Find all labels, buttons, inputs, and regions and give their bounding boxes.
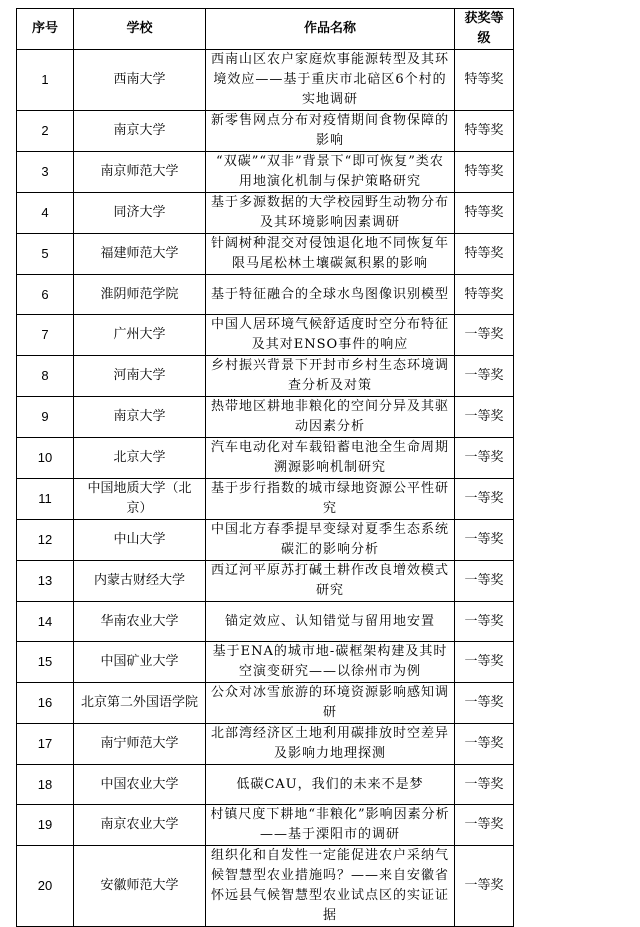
table-row — [17, 275, 514, 315]
table-row — [17, 111, 514, 152]
award-cell: 一等奖 — [455, 846, 514, 927]
award-cell: 一等奖 — [455, 765, 514, 805]
table-row — [17, 724, 514, 765]
row-number: 18 — [17, 765, 74, 805]
table-row — [17, 479, 514, 520]
title-cell: 汽车电动化对车载铅蓄电池全生命周期溯源影响机制研究 — [206, 438, 455, 479]
award-cell: 一等奖 — [455, 683, 514, 724]
school-cell: 安徽师范大学 — [74, 846, 206, 927]
row-number: 12 — [17, 520, 74, 561]
row-number: 8 — [17, 356, 74, 397]
title-cell: 西南山区农户家庭炊事能源转型及其环境效应——基于重庆市北碚区6个村的实地调研 — [206, 50, 455, 111]
award-cell: 一等奖 — [455, 724, 514, 765]
header-row — [17, 9, 514, 50]
award-cell: 特等奖 — [455, 275, 514, 315]
row-number: 5 — [17, 234, 74, 275]
school-cell: 南京农业大学 — [74, 805, 206, 846]
title-cell: 基于ENA的城市地-碳框架构建及其时空演变研究——以徐州市为例 — [206, 642, 455, 683]
table-row — [17, 152, 514, 193]
header-title: 作品名称 — [206, 9, 455, 50]
school-cell: 南京大学 — [74, 111, 206, 152]
row-number: 3 — [17, 152, 74, 193]
school-cell: 南京大学 — [74, 397, 206, 438]
school-cell: 内蒙古财经大学 — [74, 561, 206, 602]
row-number: 11 — [17, 479, 74, 520]
row-number: 19 — [17, 805, 74, 846]
award-cell: 一等奖 — [455, 805, 514, 846]
header-no: 序号 — [17, 9, 74, 50]
award-cell: 一等奖 — [455, 602, 514, 642]
award-cell: 特等奖 — [455, 234, 514, 275]
school-cell: 河南大学 — [74, 356, 206, 397]
title-cell: 基于多源数据的大学校园野生动物分布及其环境影响因素调研 — [206, 193, 455, 234]
award-cell: 特等奖 — [455, 111, 514, 152]
table-row — [17, 193, 514, 234]
title-cell: 针阔树种混交对侵蚀退化地不同恢复年限马尾松林土壤碳氮积累的影响 — [206, 234, 455, 275]
school-cell: 华南农业大学 — [74, 602, 206, 642]
school-cell: 中国地质大学（北京） — [74, 479, 206, 520]
row-number: 20 — [17, 846, 74, 927]
title-cell: 村镇尺度下耕地“非粮化”影响因素分析——基于溧阳市的调研 — [206, 805, 455, 846]
title-cell: 中国人居环境气候舒适度时空分布特征及其对ENSO事件的响应 — [206, 315, 455, 356]
row-number: 13 — [17, 561, 74, 602]
row-number: 17 — [17, 724, 74, 765]
row-number: 4 — [17, 193, 74, 234]
title-cell: 北部湾经济区土地利用碳排放时空差异及影响力地理探测 — [206, 724, 455, 765]
school-cell: 中国矿业大学 — [74, 642, 206, 683]
table-row — [17, 602, 514, 642]
award-cell: 一等奖 — [455, 642, 514, 683]
award-cell: 一等奖 — [455, 397, 514, 438]
school-cell: 南宁师范大学 — [74, 724, 206, 765]
title-cell: 低碳CAU，我们的未来不是梦 — [206, 765, 455, 805]
title-cell: 公众对冰雪旅游的环境资源影响感知调研 — [206, 683, 455, 724]
table-row — [17, 683, 514, 724]
title-cell: 基于步行指数的城市绿地资源公平性研究 — [206, 479, 455, 520]
table-row — [17, 561, 514, 602]
title-cell: 热带地区耕地非粮化的空间分异及其驱动因素分析 — [206, 397, 455, 438]
school-cell: 南京师范大学 — [74, 152, 206, 193]
row-number: 7 — [17, 315, 74, 356]
table-row — [17, 642, 514, 683]
table-row — [17, 846, 514, 927]
header-award: 获奖等级 — [455, 9, 514, 50]
school-cell: 北京第二外国语学院 — [74, 683, 206, 724]
table-row — [17, 315, 514, 356]
table-row — [17, 805, 514, 846]
table-row — [17, 234, 514, 275]
school-cell: 西南大学 — [74, 50, 206, 111]
school-cell: 淮阴师范学院 — [74, 275, 206, 315]
award-cell: 一等奖 — [455, 438, 514, 479]
award-cell: 一等奖 — [455, 356, 514, 397]
row-number: 1 — [17, 50, 74, 111]
title-cell: “双碳”“双非”背景下“即可恢复”类农用地演化机制与保护策略研究 — [206, 152, 455, 193]
award-cell: 一等奖 — [455, 479, 514, 520]
header-school: 学校 — [74, 9, 206, 50]
title-cell: 乡村振兴背景下开封市乡村生态环境调查分析及对策 — [206, 356, 455, 397]
award-cell: 一等奖 — [455, 561, 514, 602]
award-cell: 一等奖 — [455, 520, 514, 561]
row-number: 16 — [17, 683, 74, 724]
award-cell: 特等奖 — [455, 152, 514, 193]
school-cell: 福建师范大学 — [74, 234, 206, 275]
award-cell: 特等奖 — [455, 193, 514, 234]
table-row — [17, 50, 514, 111]
table-row — [17, 520, 514, 561]
school-cell: 中国农业大学 — [74, 765, 206, 805]
row-number: 6 — [17, 275, 74, 315]
title-cell: 组织化和自发性一定能促进农户采纳气候智慧型农业措施吗？——来自安徽省怀远县气候智慧型农业试点区的实证证据 — [206, 846, 455, 927]
title-cell: 基于特征融合的全球水鸟图像识别模型 — [206, 275, 455, 315]
school-cell: 广州大学 — [74, 315, 206, 356]
award-cell: 特等奖 — [455, 50, 514, 111]
table-row — [17, 438, 514, 479]
title-cell: 锚定效应、认知错觉与留用地安置 — [206, 602, 455, 642]
award-cell: 一等奖 — [455, 315, 514, 356]
row-number: 9 — [17, 397, 74, 438]
table-row — [17, 356, 514, 397]
title-cell: 新零售网点分布对疫情期间食物保障的影响 — [206, 111, 455, 152]
row-number: 2 — [17, 111, 74, 152]
row-number: 10 — [17, 438, 74, 479]
school-cell: 北京大学 — [74, 438, 206, 479]
awards-table — [16, 8, 514, 927]
table-row — [17, 397, 514, 438]
table-row — [17, 765, 514, 805]
title-cell: 中国北方春季提早变绿对夏季生态系统碳汇的影响分析 — [206, 520, 455, 561]
row-number: 14 — [17, 602, 74, 642]
school-cell: 同济大学 — [74, 193, 206, 234]
row-number: 15 — [17, 642, 74, 683]
title-cell: 西辽河平原苏打碱土耕作改良增效模式研究 — [206, 561, 455, 602]
school-cell: 中山大学 — [74, 520, 206, 561]
